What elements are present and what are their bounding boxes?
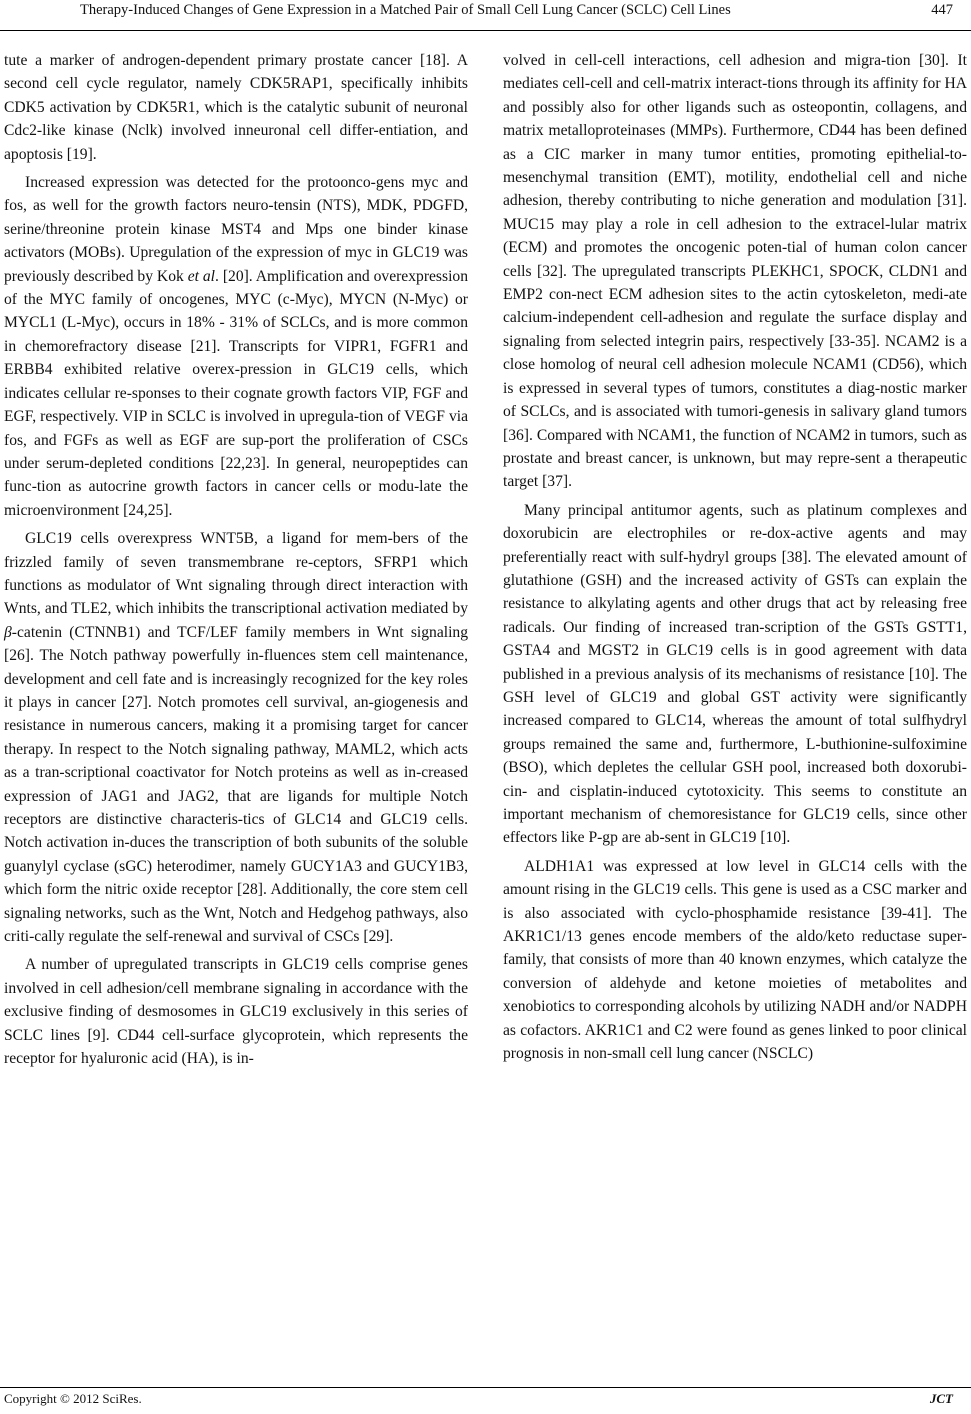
- paragraph: A number of upregulated transcripts in GLC19 cells comprise genes involved in cell adhesion/cell membrane signaling in accordance with the exclusive finding of desmosomes in GLC19 exclusively in this series of SCLC lines [9]. CD44 cell-surface glycoprotein, which represents the receptor for hyaluronic acid (HA), is in-: [4, 956, 468, 1068]
- footer-divider: [0, 1387, 971, 1388]
- right-column: [503, 49, 967, 1070]
- paragraph: tute a marker of androgen-dependent primary prostate cancer [18]. A second cell cycle regulator, namely CDK5RAP1, specifically inhibits CDK5 activation by CDK5R1, which is the catalytic subunit of neuronal Cdc2-like kinase (Nclk) involved inneuronal cell differ-entiation, and apoptosis [19].: [4, 52, 468, 163]
- paragraph: Many principal antitumor agents, such as platinum complexes and doxorubicin are electrophiles or re-dox-active agents and may preferentially react with sulf-hydryl groups [38]. The elevated amount of glutathione (GSH) and the increased activity of GSTs can explain the resistance to alkylating agents and other drugs that act by releasing free radicals. Our finding of increased tran-scription of the GSTs GSTT1, GSTA4 and MGST2 in GLC19 cells is in good agreement with data published in a previous analysis of its mechanisms of resistance [10]. The GSH level of GLC19 and global GST activity were significantly increased compared to GLC14, whereas the amount of total sulfhydryl groups remained the same and, furthermore, L-buthionine-sulfoximine (BSO), which depletes the cellular GSH pool, increased both doxorubi-cin- and cisplatin-induced cytotoxicity. This seems to constitute an important mechanism of chemoresistance for GLC19 cells, since other effectors like P-gp are ab-sent in GLC19 [10].: [503, 501, 967, 847]
- copyright-notice: Copyright © 2012 SciRes.: [4, 1391, 142, 1406]
- journal-abbreviation: JCT: [929, 1391, 953, 1406]
- paragraph: Increased expression was detected for the protoonco-gens myc and fos, as well for the growth factors neuro-tensin (NTS), MDK, PDGFD, serine/threonine protein kinase MST4 and Mps one binder kinase activators (MOBs). Upregulation of the expression of myc in GLC19 was previously described by Kok et al. [20]. Amplification and overexpression of the MYC family of oncogenes, MYC (c-Myc), MYCN (N-Myc) or MYCL1 (L-Myc), occurs in 18% - 31% of SCLCs, and is more common in chemorefractory disease [21]. Transcripts for VIPR1, FGFR1 and ERBB4 exhibited relative overex-pression in GLC19 cells, which indicates cellular re-sponses to their cognate growth factors VIP, FGF and EGF, respectively. VIP in SCLC is involved in upregula-tion of VEGF via fos, and FGFs as well as EGF are sup-port the proliferation of CSCs under serum-depleted conditions [22,23]. In general, neuropeptides can func-tion as autocrine growth factors in cancer cells or modu-late the microenvironment [24,25].: [4, 174, 468, 519]
- page-number: 447: [931, 2, 953, 18]
- paragraph: ALDH1A1 was expressed at low level in GLC14 cells with the amount rising in the GLC19 cells. This gene is used as a CSC marker and is also associated with cyclo-phosphamide resistance [39-41]. The AKR1C1/13 genes encode members of the aldo/keto reductase super-family, that consists of more than 40 known enzymes, which catalyze the conversion of aldehyde and ketone moieties of metabolites and xenobiotics to corresponding alcohols by utilizing NADH and/or NADPH as cofactors. AKR1C1 and C2 were found as genes linked to poor clinical prognosis in non-small cell lung cancer (NSCLC): [503, 857, 967, 1063]
- paragraph: volved in cell-cell interactions, cell adhesion and migra-tion [30]. It mediates cell-cell and cell-matrix interact-tions through its affinity for HA and possibly also for other ligands such as osteopontin, collagens, and matrix metalloproteinases (MMPs). Furthermore, CD44 has been defined as a CIC marker in many tumor entities, promoting epithelial-to-mesenchymal transition (EMT), motility, endothelial cell and niche adhesion, thereby contributing to niche generation and modulation [31]. MUC15 may play a role in cell adhesion to the extracel-lular matrix (ECM) and promotes the oncogenic poten-tial of human colon cancer cells [32]. The upregulated transcripts PLEKHC1, SPOCK, CLDN1 and EMP2 con-nect ECM adhesion sites to the actin cytoskeleton, medi-ate calcium-independent cell-adhesion and regulate the surface display and signaling from selected integrin pairs, respectively [33-35]. NCAM2 is a close homolog of neural cell adhesion molecule NCAM1 (CD56), which is expressed in several types of tumors, constitutes a diag-nostic marker of SCLCs, and is associated with tumori-genesis in salivary gland tumors [36]. Compared with NCAM1, the function of NCAM2 in tumors, such as prostate and breast cancer, is unknown, but may repre-sent a therapeutic target [37].: [503, 52, 967, 491]
- paragraph: GLC19 cells overexpress WNT5B, a ligand for mem-bers of the frizzled family of seven transmembrane re-ceptors, SFRP1 which functions as modulator of Wnt signaling through direct interaction with Wnts, and TLE2, which inhibits the transcriptional activation mediated by β-catenin (CTNNB1) and TCF/LEF family members in Wnt signaling [26]. The Notch pathway powerfully in-fluences stem cell maintenance, development and cell fate and is increasingly recognized for the key roles it plays in cancer [27]. Notch promotes cell survival, an-giogenesis and resistance in numerous cancers, making it a promising target for cancer therapy. In respect to the Notch signaling pathway, MAML2, which acts as a tran-scriptional coactivator for Notch proteins as well as in-creased expression of JAG1 and JAG2, that are ligands for multiple Notch receptors are distinctive characteris-tics of GLC14 and GLC19 cells. Notch activation in-duces the transcription of both subunits of the soluble guanylyl cyclase (sGC) heterodimer, namely GUCY1A3 and GUCY1B3, which form the nitric oxide receptor [28]. Additionally, the core stem cell signaling networks, such as the Wnt, Notch and Hedgehog pathways, also criti-cally regulate the self-renewal and survival of CSCs [29].: [4, 530, 468, 946]
- left-column: [4, 49, 468, 1075]
- running-title: Therapy-Induced Changes of Gene Expression in a Matched Pair of Small Cell Lung Cancer (SCLC) Cell Lines: [80, 2, 731, 18]
- running-header: [0, 0, 971, 31]
